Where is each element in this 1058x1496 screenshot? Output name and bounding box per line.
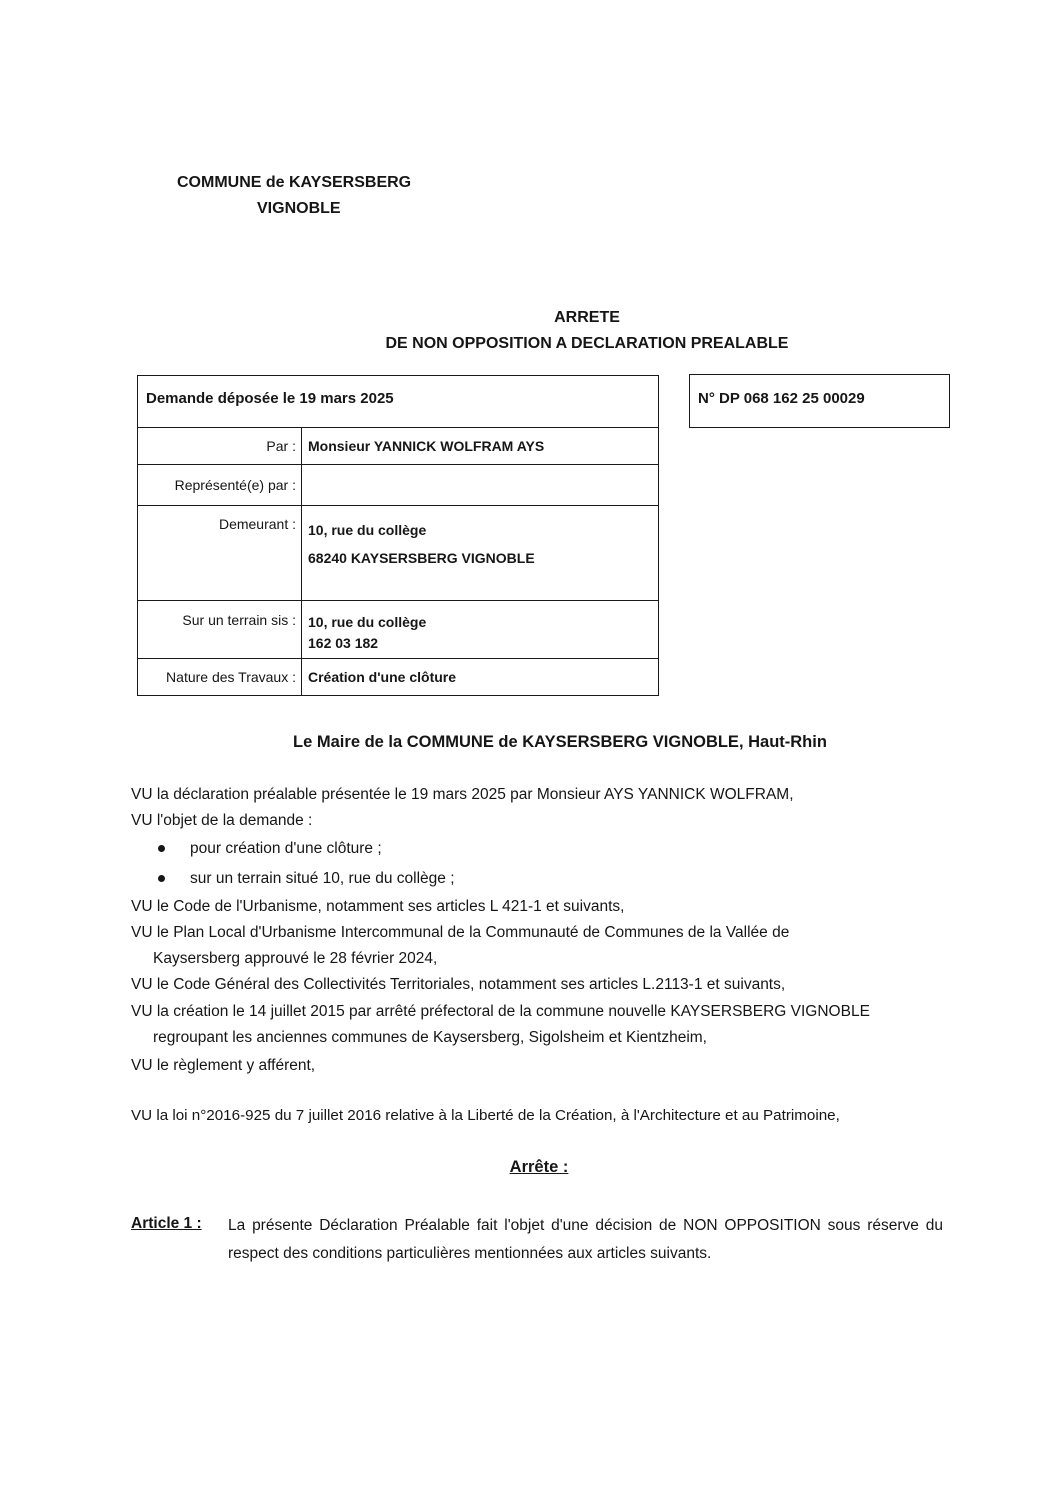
vu-plu: VU le Plan Local d'Urbanisme Intercommunal de la Communauté de Communes de la Vallée de — [131, 924, 790, 941]
address-line2: 68240 KAYSERSBERG VIGNOBLE — [308, 550, 535, 566]
table-row-land — [138, 601, 658, 659]
bullet-dot-icon — [158, 845, 165, 852]
bullet-item — [158, 870, 455, 888]
table-row-applicant — [138, 428, 658, 465]
bullet-text: sur un terrain situé 10, rue du collège ; — [190, 870, 455, 887]
maire-text: Le Maire de la COMMUNE de KAYSERSBERG VIGNOBLE, Haut-Rhin — [293, 733, 827, 751]
vu-reglement: VU le règlement y afférent, — [131, 1057, 316, 1074]
request-table — [137, 375, 659, 696]
address-line1: 10, rue du collège — [308, 522, 427, 538]
vu-declaration: VU la déclaration préalable présentée le 19 mars 2025 par Monsieur AYS YANNICK WOLFRAM, — [131, 786, 794, 803]
row-label: Demeurant : — [138, 506, 302, 600]
commune-name-line2: VIGNOBLE — [257, 200, 341, 217]
bullet-item — [158, 840, 382, 858]
vu-creation-cont — [131, 1025, 943, 1051]
vu-plu-cont-text: Kaysersberg approuvé le 28 février 2024, — [153, 950, 438, 967]
row-value — [302, 506, 658, 600]
article-1-label: Article 1 : — [131, 1215, 202, 1232]
row-value — [302, 601, 658, 658]
dp-number-box: N° DP 068 162 25 00029 — [689, 374, 950, 428]
deposit-date: Demande déposée le 19 mars 2025 — [138, 376, 658, 428]
article-1-text: La présente Déclaration Préalable fait l'objet d'une décision de NON OPPOSITION sous réserve du respect des conditions particulières mentionnées aux articles suivants. — [228, 1217, 943, 1262]
title-line1: ARRETE — [554, 309, 620, 326]
vu-objet: VU l'objet de la demande : — [131, 812, 313, 829]
row-label: Sur un terrain sis : — [138, 601, 302, 658]
row-value: Monsieur YANNICK WOLFRAM AYS — [308, 438, 545, 454]
vu-code-urbanisme: VU le Code de l'Urbanisme, notamment ses articles L 421-1 et suivants, — [131, 898, 625, 915]
maire-heading — [0, 733, 1058, 752]
row-label: Par : — [138, 428, 302, 464]
bullet-dot-icon — [158, 875, 165, 882]
cadastral-ref: 162 03 182 — [308, 635, 379, 651]
table-row-works — [138, 659, 658, 695]
title-line2: DE NON OPPOSITION A DECLARATION PREALABLE — [385, 335, 789, 352]
table-row-residence — [138, 506, 658, 601]
table-row-representative — [138, 465, 658, 506]
vu-loi: VU la loi n°2016-925 du 7 juillet 2016 relative à la Liberté de la Création, à l'Architecture et au Patrimoine, — [131, 1107, 840, 1124]
arrete-heading-text: Arrête : — [509, 1158, 569, 1176]
vu-plu-cont — [131, 946, 943, 972]
arrete-heading — [0, 1158, 1058, 1177]
row-label: Représenté(e) par : — [138, 465, 302, 505]
row-label: Nature des Travaux : — [138, 659, 302, 695]
row-value: Création d'une clôture — [308, 669, 457, 685]
land-address: 10, rue du collège — [308, 614, 427, 630]
vu-creation: VU la création le 14 juillet 2015 par arrêté préfectoral de la commune nouvelle KAYSERSBERG VIGNOBLE — [131, 1003, 870, 1020]
vu-cgct: VU le Code Général des Collectivités Territoriales, notamment ses articles L.2113-1 et suivants, — [131, 976, 786, 993]
commune-name-line1: COMMUNE de KAYSERSBERG — [177, 174, 412, 191]
bullet-text: pour création d'une clôture ; — [190, 840, 382, 857]
vu-creation-cont-text: regroupant les anciennes communes de Kaysersberg, Sigolsheim et Kientzheim, — [153, 1029, 707, 1046]
document-title — [372, 305, 802, 357]
commune-header — [177, 170, 411, 222]
row-value — [302, 465, 658, 505]
